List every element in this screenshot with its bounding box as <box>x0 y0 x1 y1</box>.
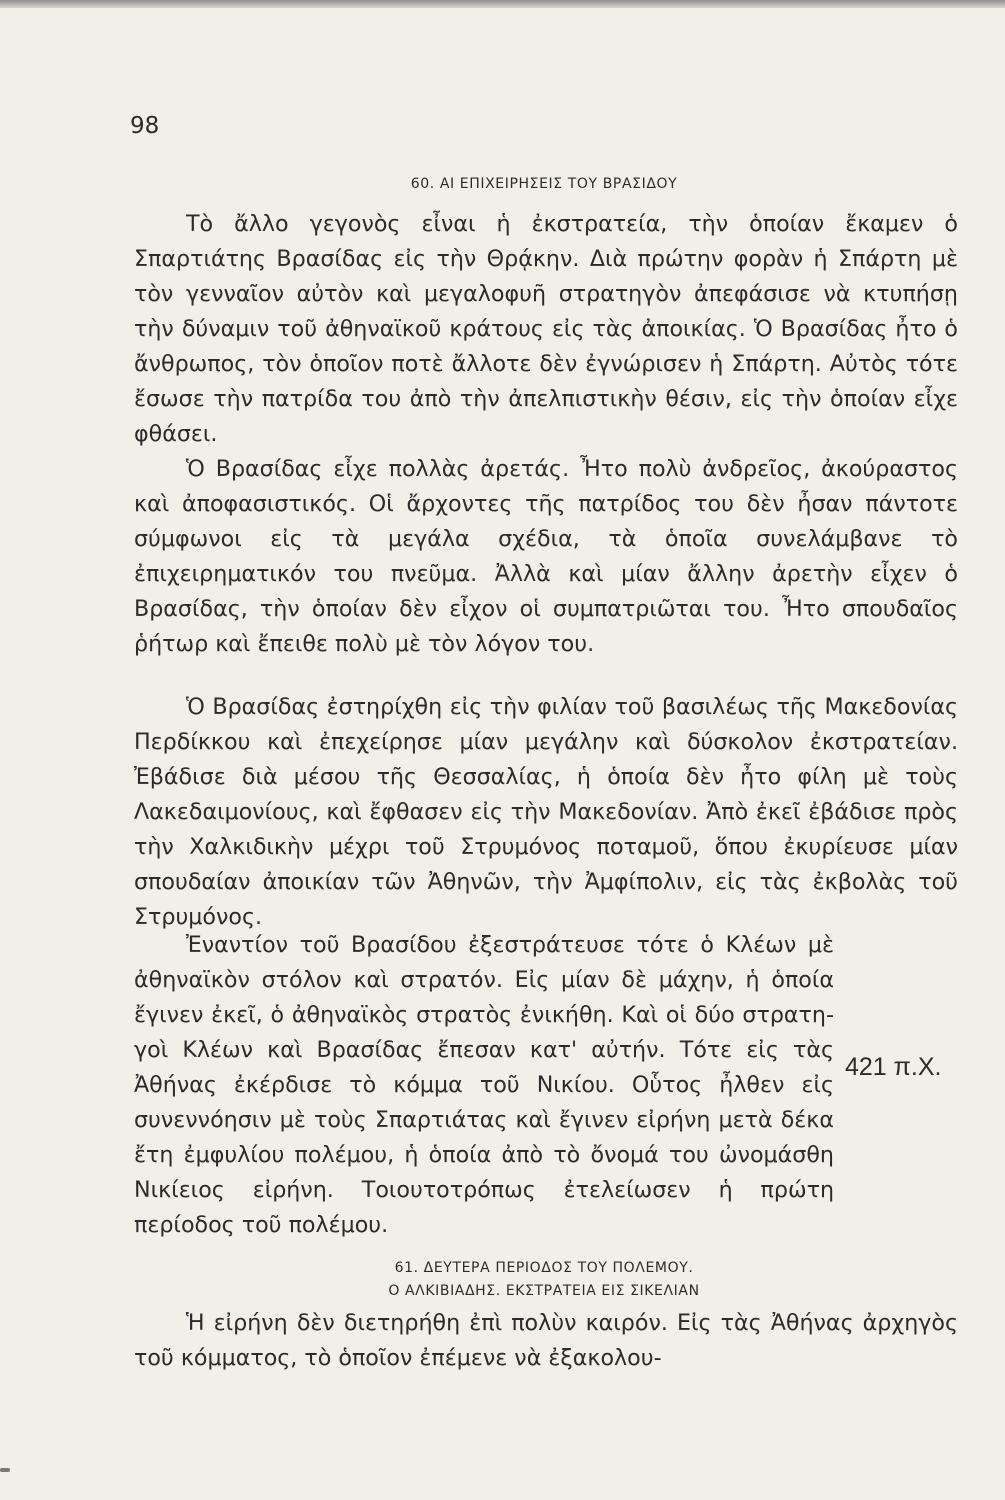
paragraph-1: Τὸ ἄλλο γεγονὸς εἶναι ἡ ἐκστρατεία, τὴν ὁποίαν ἔκαμεν ὁ Σπαρτιάτης Βρασίδας εἰς τὴν Θρᾴκην. Διὰ πρώτην φορὰν ἡ Σπάρτη μὲ τὸν γενναῖον αὐτὸν καὶ μεγαλοφυῆ στρατηγὸν ἀπεφάσισε νὰ κτυπήσῃ τὴν δύναμιν τοῦ ἀθηναϊκοῦ κράτους εἰς τὰς ἀποικίας. Ὁ Βρασίδας ἦτο ὁ ἄνθρωπος, τὸν ὁποῖον ποτὲ ἄλλοτε δὲν ἐγνώρισεν ἡ Σπάρτη. Αὐτὸς τότε ἔσωσε τὴν πατρίδα του ἀπὸ τὴν ἀπελπιστικὴν θέσιν, εἰς τὴν ὁποίαν εἶχε φθάσει. <box>134 211 958 447</box>
page-top-edge <box>0 0 1005 8</box>
section-title-61-line-1: 61. ΔΕΥΤΕΡΑ ΠΕΡΙΟΔΟΣ ΤΟΥ ΠΟΛΕΜΟΥ. <box>394 1260 694 1276</box>
paragraph-2: Ὁ Βρασίδας εἶχε πολλὰς ἀρετάς. Ἦτο πολὺ ἀνδρεῖος, ἀκούραστος καὶ ἀποφασιστικός. Οἱ ἄρχοντες τῆς πατρίδος του δὲν ἦσαν πάντοτε σύμφωνοι εἰς τὰ μεγάλα σχέδια, τὰ ὁποῖα συνελάμβανε τὸ ἐπιχειρηματικόν του πνεῦμα. Ἀλλὰ καὶ μίαν ἄλλην ἀρετὴν εἶχεν ὁ Βρασίδας, τὴν ὁποίαν δὲν εἶχον οἱ συμπατριῶται του. Ἦτο σπουδαῖος ῥήτωρ καὶ ἔπειθε πολὺ μὲ τὸν λόγον του. <box>134 456 958 657</box>
section-title-60: 60. ΑΙ ΕΠΙΧΕΙΡΗΣΕΙΣ ΤΟΥ ΒΡΑΣΙΔΟΥ <box>410 176 678 192</box>
paragraph-5: Ἡ εἰρήνη δὲν διετηρήθη ἐπὶ πολὺν καιρόν. Εἰς τὰς Ἀθήνας ἀρχηγὸς τοῦ κόμματος, τὸ ὁποῖον ἐπέμενε νὰ ἐξακολου- <box>134 1310 958 1371</box>
paragraph-4: Ἐναντίον τοῦ Βρασίδου ἐξεστράτευσε τότε ὁ Κλέων μὲ ἀθηναϊκὸν στόλον καὶ στρατόν. Εἰς μίαν δὲ μάχην, ἡ ὁποία ἔγινεν ἐκεῖ, ὁ ἀθηναϊκὸς στρατὸς ἐνικήθη. Καὶ οἱ δύο στρατηγοὶ Κλέων καὶ Βρασίδας ἔπεσαν κατ' αὐτήν. Τότε εἰς τὰς Ἀθήνας ἐκέρδισε τὸ κόμμα τοῦ Νικίου. Οὗτος ἦλθεν εἰς συνεννόησιν μὲ τοὺς Σπαρτιάτας καὶ ἔγινεν εἰρήνη μετὰ δέκα ἔτη ἐμφυλίου πολέμου, ἡ ὁποία ἀπὸ τὸ ὄνομά του ὠνομάσθη Νικίειος εἰρήνη. Τοιουτοτρόπως ἐτελείωσεν ἡ πρώτη περίοδος τοῦ πολέμου. <box>134 932 834 1238</box>
paragraph-3: Ὁ Βρασίδας ἐστηρίχθη εἰς τὴν φιλίαν τοῦ βασιλέως τῆς Μακεδονίας Περδίκκου καὶ ἐπεχείρησε μίαν μεγάλην καὶ δύσκολον ἐκστρατείαν. Ἐβάδισε διὰ μέσου τῆς Θεσσαλίας, ἡ ὁποία δὲν ἦτο φίλη μὲ τοὺς Λακεδαιμονίους, καὶ ἔφθασεν εἰς τὴν Μακεδονίαν. Ἀπὸ ἐκεῖ ἐβάδισε πρὸς τὴν Χαλκιδικὴν μέχρι τοῦ Στρυμόνος ποταμοῦ, ὅπου ἐκυρίευσε μίαν σπουδαίαν ἀποικίαν τῶν Ἀθηνῶν, τὴν Ἀμφίπολιν, εἰς τὰς ἐκβολὰς τοῦ Στρυμόνος. <box>134 694 958 930</box>
margin-note-date: 421 π.Χ. <box>845 1053 942 1081</box>
scan-smudge <box>0 1468 10 1472</box>
page-number: 98 <box>130 113 160 139</box>
section-title-61-line-2: Ο ΑΛΚΙΒΙΑΔΗΣ. ΕΚΣΤΡΑΤΕΙΑ ΕΙΣ ΣΙΚΕΛΙΑΝ <box>388 1283 700 1299</box>
